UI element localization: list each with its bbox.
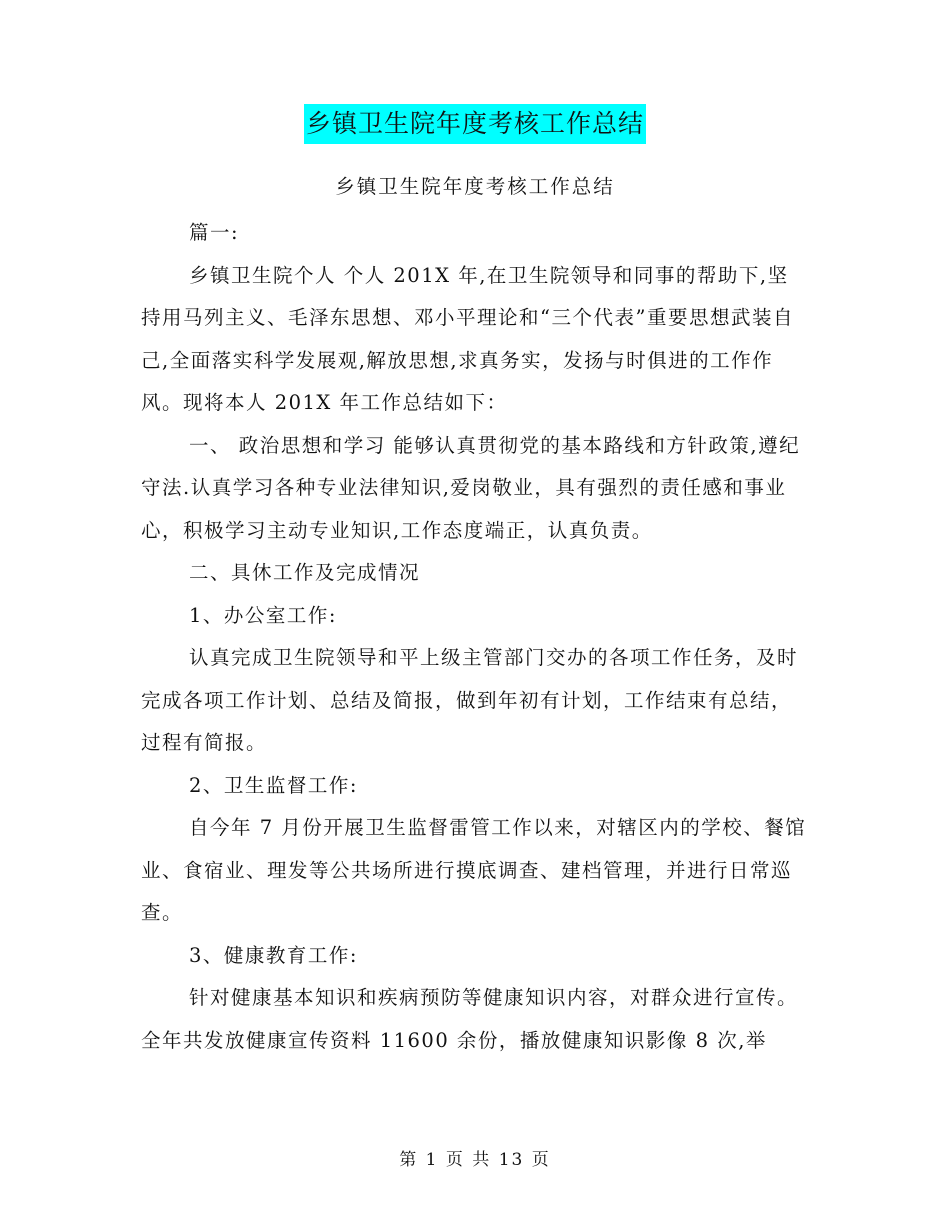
paragraph-intro: 乡镇卫生院个人 个人 201X 年,在卫生院领导和同事的帮助下,坚持用马列主义、毛泽东思想、邓小平理论和“三个代表”重要思想武装自己,全面落实科学发展观,解放思想,求真务实，发扬与时俱进的工作作风。现将本人 201X 年工作总结如下：	[141, 263, 794, 414]
page-number-footer: 第 1 页 共 13 页	[399, 1150, 551, 1170]
paragraph-political-study: 一、 政治思想和学习 能够认真贯彻党的基本路线和方针政策,遵纪守法.认真学习各种专业法律知识,爱岗敬业，具有强烈的责任感和事业心，积极学习主动专业知识,工作态度端正，认真负责。	[141, 433, 801, 542]
document-subtitle: 乡镇卫生院年度考核工作总结	[335, 175, 615, 198]
paragraph-heading-work: 二、具休工作及完成情况	[189, 561, 421, 584]
paragraph-office-work: 认真完成卫生院领导和平上级主管部门交办的各项工作任务，及时完成各项工作计划、总结及简报，做到年初有计划，工作结束有总结，过程有简报。	[141, 646, 799, 754]
paragraph-heading-health-education: 3、健康教育工作:	[189, 943, 358, 967]
document-title: 乡镇卫生院年度考核工作总结	[304, 104, 646, 144]
paragraph-supervision-work: 自今年 7 月份开展卫生监督雷管工作以来，对辖区内的学校、餐馆业、食宿业、理发等公共场所进行摸底调查、建档管理，并进行日常巡查。	[141, 816, 807, 924]
paragraph-health-education-work: 针对健康基本知识和疾病预防等健康知识内容，对群众进行宣传。全年共发放健康宣传资料 11600 余份，播放健康知识影像 8 次,举	[141, 986, 799, 1052]
document-body	[141, 212, 809, 1062]
paragraph-heading-office: 1、办公室工作:	[189, 603, 337, 627]
title-container	[0, 104, 950, 144]
paragraph-heading-supervision: 2、卫生监督工作:	[189, 773, 358, 797]
paragraph-section-label: 篇一:	[189, 221, 240, 244]
